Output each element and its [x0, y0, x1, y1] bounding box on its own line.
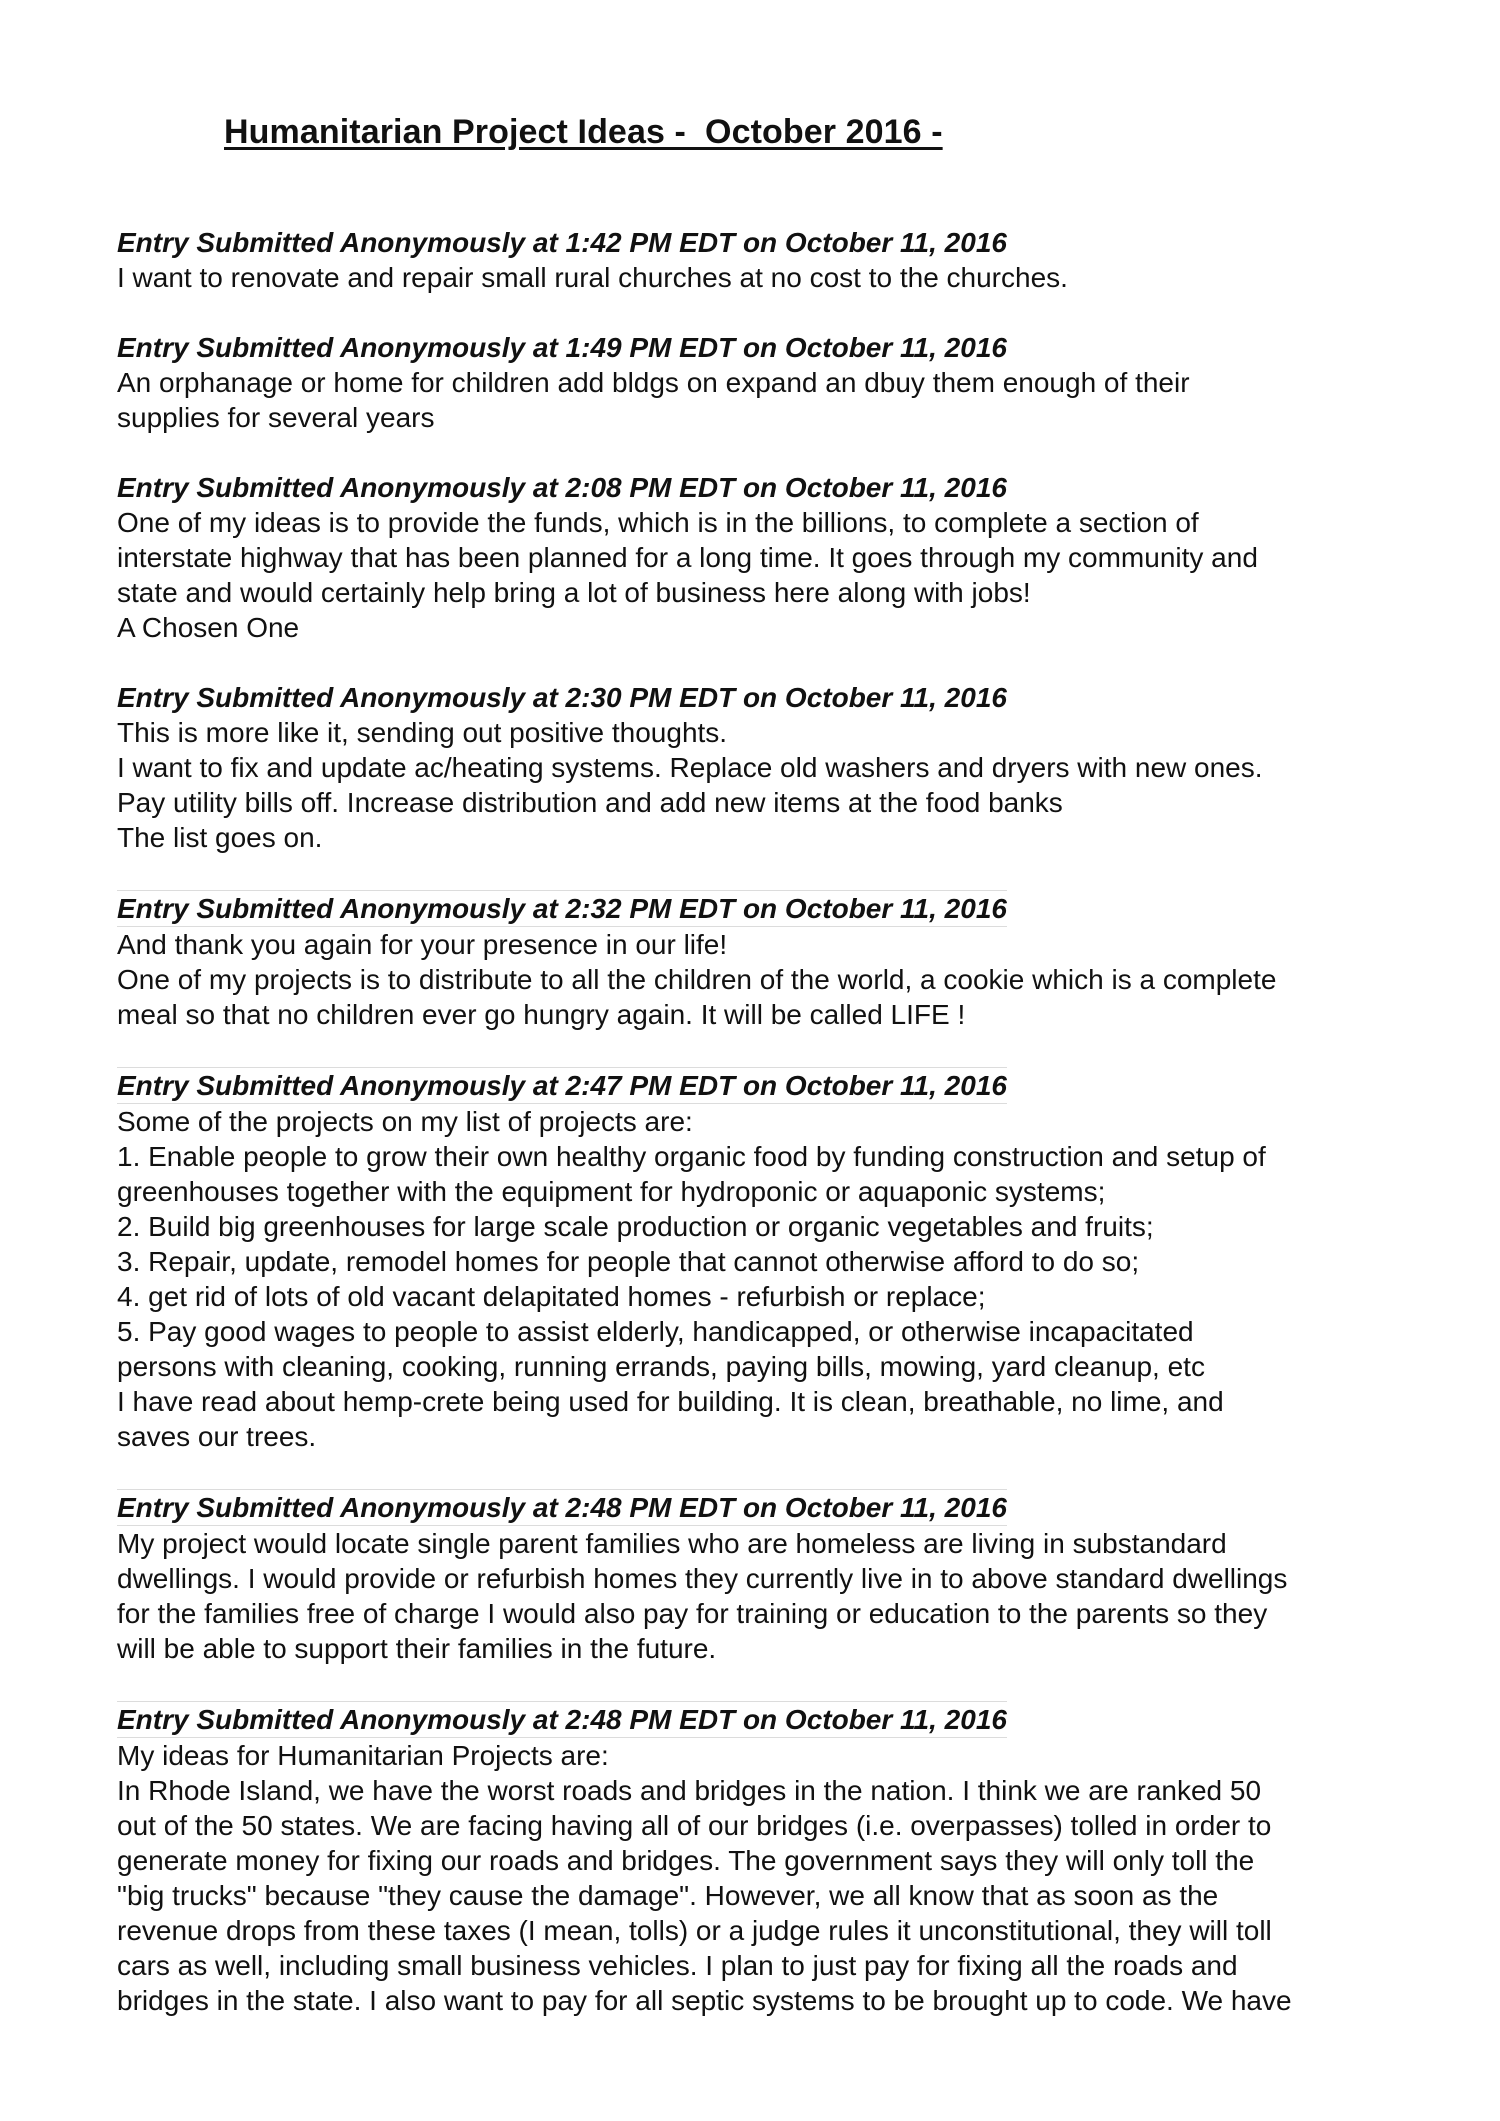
- entry-line: meal so that no children ever go hungry again. It will be called LIFE !: [117, 999, 966, 1030]
- entry: [117, 225, 1407, 295]
- entry-line: My project would locate single parent families who are homeless are living in substandard: [117, 1528, 1227, 1559]
- entry-line: 4. get rid of lots of old vacant delapitated homes - refurbish or replace;: [117, 1281, 986, 1312]
- entry-line: One of my projects is to distribute to all the children of the world, a cookie which is a complete: [117, 964, 1277, 995]
- entry-body: [117, 1526, 1407, 1666]
- entry-line: I want to renovate and repair small rural churches at no cost to the churches.: [117, 262, 1068, 293]
- entry-line: 5. Pay good wages to people to assist elderly, handicapped, or otherwise incapacitated: [117, 1316, 1194, 1347]
- entry-header: Entry Submitted Anonymously at 2:32 PM EDT on October 11, 2016: [117, 890, 1007, 927]
- entry-line: And thank you again for your presence in our life!: [117, 929, 728, 960]
- entry: [117, 680, 1407, 855]
- entry-line: Pay utility bills off. Increase distribution and add new items at the food banks: [117, 787, 1063, 818]
- entry-line: out of the 50 states. We are facing having all of our bridges (i.e. overpasses) tolled in order to: [117, 1810, 1272, 1841]
- entry-line: I want to fix and update ac/heating systems. Replace old washers and dryers with new ones.: [117, 752, 1263, 783]
- entry: [117, 1701, 1407, 2018]
- entry-header: Entry Submitted Anonymously at 1:42 PM EDT on October 11, 2016: [117, 227, 1007, 258]
- entry-body: [117, 1104, 1407, 1454]
- entry-line: state and would certainly help bring a lot of business here along with jobs!: [117, 577, 1031, 608]
- entry-line: will be able to support their families in the future.: [117, 1633, 717, 1664]
- entry-line: Some of the projects on my list of projects are:: [117, 1106, 693, 1137]
- entry: [117, 890, 1407, 1032]
- entry-header: Entry Submitted Anonymously at 2:08 PM EDT on October 11, 2016: [117, 472, 1007, 503]
- document-title: Humanitarian Project Ideas - October 2016 -: [224, 113, 943, 151]
- entry-header: Entry Submitted Anonymously at 2:47 PM EDT on October 11, 2016: [117, 1067, 1007, 1104]
- entry-line: This is more like it, sending out positive thoughts.: [117, 717, 728, 748]
- entry-line: bridges in the state. I also want to pay for all septic systems to be brought up to code. We have: [117, 1985, 1292, 2016]
- entry-header: Entry Submitted Anonymously at 2:48 PM EDT on October 11, 2016: [117, 1701, 1007, 1738]
- entry-body: [117, 715, 1407, 855]
- entry-line: 1. Enable people to grow their own healthy organic food by funding construction and setup of: [117, 1141, 1266, 1172]
- entry-line: saves our trees.: [117, 1421, 317, 1452]
- entry-line: "big trucks" because "they cause the damage". However, we all know that as soon as the: [117, 1880, 1219, 1911]
- entry-line: In Rhode Island, we have the worst roads and bridges in the nation. I think we are ranked 50: [117, 1775, 1262, 1806]
- entry-body: [117, 505, 1407, 645]
- entry: [117, 330, 1407, 435]
- entry-line: An orphanage or home for children add bldgs on expand an dbuy them enough of their: [117, 367, 1190, 398]
- entry-line: 2. Build big greenhouses for large scale production or organic vegetables and fruits;: [117, 1211, 1154, 1242]
- entry-body: [117, 365, 1407, 435]
- entry-line: revenue drops from these taxes (I mean, tolls) or a judge rules it unconstitutional, they will toll: [117, 1915, 1272, 1946]
- entry-line: interstate highway that has been planned for a long time. It goes through my community and: [117, 542, 1258, 573]
- entry: [117, 1489, 1407, 1666]
- entry-line: The list goes on.: [117, 822, 323, 853]
- entry-line: A Chosen One: [117, 612, 300, 643]
- entry-line: dwellings. I would provide or refurbish homes they currently live in to above standard dwellings: [117, 1563, 1288, 1594]
- entry-line: One of my ideas is to provide the funds, which is in the billions, to complete a section of: [117, 507, 1199, 538]
- entry-list: [117, 225, 1407, 2053]
- entry-line: supplies for several years: [117, 402, 435, 433]
- entry-line: greenhouses together with the equipment for hydroponic or aquaponic systems;: [117, 1176, 1106, 1207]
- entry-header: Entry Submitted Anonymously at 2:48 PM EDT on October 11, 2016: [117, 1489, 1007, 1526]
- entry: [117, 470, 1407, 645]
- entry-line: persons with cleaning, cooking, running errands, paying bills, mowing, yard cleanup, etc: [117, 1351, 1205, 1382]
- entry-body: [117, 927, 1407, 1032]
- entry-body: [117, 1738, 1407, 2018]
- entry-line: My ideas for Humanitarian Projects are:: [117, 1740, 609, 1771]
- entry-line: generate money for fixing our roads and bridges. The government says they will only toll the: [117, 1845, 1255, 1876]
- entry: [117, 1067, 1407, 1454]
- entry-header: Entry Submitted Anonymously at 2:30 PM EDT on October 11, 2016: [117, 682, 1007, 713]
- entry-line: for the families free of charge I would also pay for training or education to the parents so they: [117, 1598, 1268, 1629]
- entry-line: cars as well, including small business vehicles. I plan to just pay for fixing all the roads and: [117, 1950, 1238, 1981]
- entry-header: Entry Submitted Anonymously at 1:49 PM EDT on October 11, 2016: [117, 332, 1007, 363]
- entry-line: I have read about hemp-crete being used for building. It is clean, breathable, no lime, and: [117, 1386, 1224, 1417]
- entry-line: 3. Repair, update, remodel homes for people that cannot otherwise afford to do so;: [117, 1246, 1140, 1277]
- entry-body: [117, 260, 1407, 295]
